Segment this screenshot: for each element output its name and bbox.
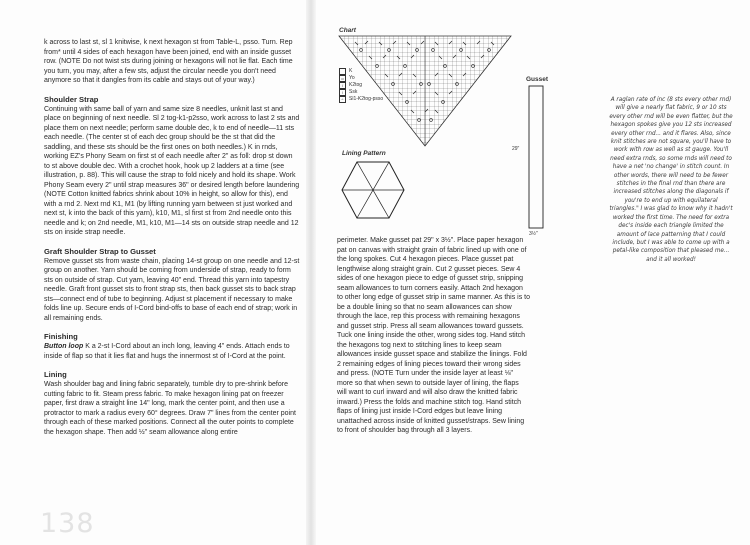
chart-legend	[339, 68, 383, 103]
finishing-text: K a 2-st I-Cord about an inch long, leaving 4" ends. Attach ends to inside of flap so that it lies flat and hugs the innermost st of I-Cord at the point.	[44, 343, 290, 360]
shoulder-strap-heading: Shoulder Strap	[44, 94, 99, 104]
gusset-width-label: 3½"	[529, 231, 538, 237]
legend-item: \ Ssk	[339, 89, 383, 96]
lining-paragraph: Wash shoulder bag and lining fabric separately, tumble dry to pre-shrink before cutting fabric to fit. Steam press fabric. To make hexagon lining pat on freezer paper, first draw a straight line 14" long, mark the center point, and then use a protractor to mark a radius every 60° degrees. Draw 7" lines from the center point through each of these marked positions. Connect all the outer points to complete the hexagon shape. Then add ½" seam allowance along entire	[44, 381, 296, 436]
legend-item: / K2tog	[339, 82, 383, 89]
gusset-diagram	[526, 84, 546, 232]
graft-paragraph: Remove gusset sts from waste chain, placing 14-st group on one needle and 12-st group on another. Yarn should be coming from underside of strap, ready to form sts on outside of strap. Cut yarn, leaving 40" end. Thread this yarn into tapestry needle. Graft front gusset sts to front strap sts, then back gusset sts to back strap sts—connect end of tube to beginning. Adjust st placement if necessary to make folds line up. Secure ends of I-Cord bind-offs to base of each end of strap; work in all remaining ends.	[44, 257, 300, 322]
finishing-lead: Button loop	[44, 343, 84, 350]
middle-text-column	[337, 236, 530, 436]
graft-heading: Graft Shoulder Strap to Gusset	[44, 246, 156, 256]
gusset-length-label: 29"	[512, 146, 520, 152]
book-spine	[306, 0, 316, 545]
shoulder-strap-paragraph: Continuing with same ball of yarn and same size 8 needles, unknit last st and place on beginning of next needle. Sl 2 tog-k1-p2sso, work across to last 2 sts and place them on next needle; perform same double dec, k to end of needle—11 sts each needle. (The center st of each dec group should be the st that did the saddling, and these sts should be the first ones on both needles.) K in rnds, working EZ's Phony Seam on first st of each needle after 2" as foll: drop st down to st above double dec. With a crochet hook, hook up 2 ladders at a time (see illustration, p. 88). This will cause the strap to fold nicely and hold its shape. Work Phony Seam every 2" until strap measures 36" or desired length before laundering (NOTE Cotton knitted fabrics shrink about 10% in height, so allow for this), end with a rnd 2. Next rnd K1, M1 (by lifting running yarn between st just worked and next st, k into the back of this yarn), k10, M1, sl first st from 2nd needle onto this needle and k; on 2nd needle, M1, k10, M1—14 sts on outside strap needle and 12 sts on inside strap needle.	[44, 105, 300, 236]
left-text-column	[44, 38, 300, 437]
legend-item: K	[339, 68, 383, 75]
finishing-paragraph	[44, 342, 300, 361]
chart-title: Chart	[339, 27, 356, 34]
lining-heading: Lining	[44, 370, 67, 379]
finishing-heading: Finishing	[44, 332, 78, 341]
lining-continued-paragraph: perimeter. Make gusset pat 29" x 3½". Place paper hexagon pat on canvas with straight grain of fabric lined up with one of the long spokes. Cut 4 hexagon pieces. Place gusset pat lengthwise along straight grain. Cut 2 gusset pieces. Sew 4 sides of one hexagon piece to edge of gusset strip, snipping seam allowances to turn corners easily. Attach 2nd hexagon to other long edge of gusset strip in same manner. As this is to be a double lining so that no seam allowances can show through the lace, rep this process with remaining hexagons and gusset strip. Press all seam allowances toward gussets. Tuck one lining inside the other, wrong sides tog. Hand stitch the hexagons tog next to stitching lines to keep seam allowances inside gusset space and stabilize the linings. Fold 2 remaining edges of lining pieces toward their wrong sides and press. (NOTE Turn under the inside layer at least ⅛" more so that when sewn to outside layer of lining, the flaps will want to curl inward and will also draw the knitted fabric inward.) Press the folds and machine stitch tog. Hand stitch flaps of lining just inside I-Cord edges but leave lining unattached across inside of knitted gusset/straps. Sew lining to front of shoulder bag through all 3 layers.	[337, 237, 530, 434]
legend-item: ^ Sl1-K2tog-psso	[339, 96, 383, 103]
page-number: 138	[40, 508, 95, 539]
lining-pattern-title: Lining Pattern	[342, 150, 386, 157]
gusset-title: Gusset	[526, 76, 549, 83]
legend-item: o Yo	[339, 75, 383, 82]
sidebar-note: A raglan rate of inc (8 sts every other rnd) will give a nearly flat fabric, 9 or 10 sts every other rnd will be even flatter, but the hexagon spokes give you 12 sts increased every other rnd... and it flares. Also, since knit stitches are not square, you'll have to work with row as well as st gauge. You'll need extra rnds, so some rnds will need to have a net 'no change' in stitch count. In other words, there will need to be fewer stitches in the final rnd than there are increased stitches along the diagonals if you're to end up with equilateral triangles." I was glad to know why it hadn't worked the first time. The need for extra dec's inside each triangle limited the amount of lace patterning that I could include, but I was able to come up with a petal-like composition that pleased me... and it all worked!	[609, 97, 733, 263]
hexagon-diagram	[340, 160, 406, 220]
intro-paragraph: k across to last st, sl 1 knitwise, k next hexagon st from Table-L, psso. Turn. Rep from* until 4 sides of each hexagon have been joined, end with an inside gusset row. (NOTE Do not twist sts during joining or hexagons will not lie flat. Each time you turn, you may, after a few sts, adjust the circular needle you don't need anymore so that it dangles from its cable and stays out of your way.)	[44, 39, 293, 84]
